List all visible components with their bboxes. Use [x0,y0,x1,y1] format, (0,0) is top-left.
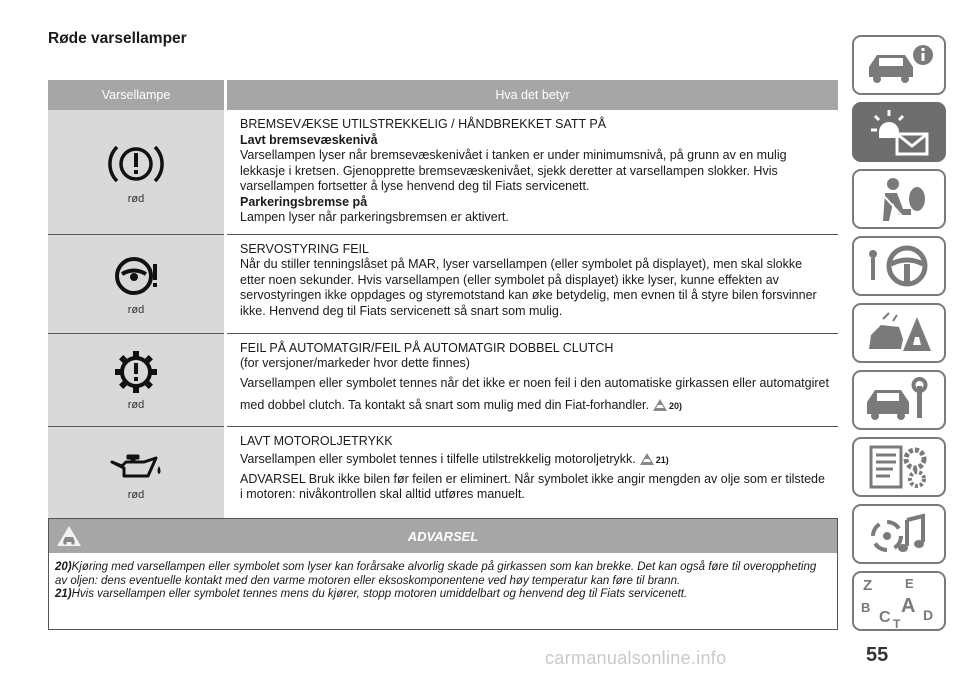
warning-header [49,519,837,553]
warning-notes [49,553,837,602]
note-ref: 21) [55,588,72,600]
table-row [48,110,838,234]
note-ref: 20) [55,561,72,573]
row-text: Varsellampen eller symbolet tennes når det ikke er noen feil i den automatiske girkassen eller automatgiret med dobbel clutch. Ta kontakt så snart som mulig med din Fiat-forhandler. [240,375,829,412]
car-service-icon [863,376,935,424]
steering-wheel-icon [863,242,935,290]
header-meaning: Hva det betyr [226,80,839,110]
alphabet-index-icon [857,574,941,628]
chapter-tabs [852,35,946,638]
lamp-color-label: rød [127,488,145,501]
tab-driving[interactable] [852,236,946,296]
row-subheading: Lavt bremsevæskenivå [240,132,378,147]
tab-emergency[interactable] [852,303,946,363]
note-text: Hvis varsellampen eller symbolet tennes mens du kjører, stopp motoren umiddelbart og henvend deg til Fiats servicenett. [71,588,688,600]
watermark: carmanualsonline.info [545,648,727,668]
page-number: 55 [866,644,889,666]
warning-lights-icon [863,108,935,156]
warning-note [55,561,831,588]
accident-icon [863,309,935,357]
row-heading: FEIL PÅ AUTOMATGIR/FEIL PÅ AUTOMATGIR DOBBEL CLUTCH [240,340,614,355]
row-text: Varsellampen lyser når bremsevæskenivået i tanken er under minimumsnivå, på grunn av en mulig lekkasje i kretsen. Gjenopprette bremsevæskenivået, sjekk deretter at varsellampen slokker. Hvis varsellampen fortsetter å lyse henvend deg til Fiats servicenett. [240,148,787,193]
lamp-color-label: rød [127,193,145,205]
tab-safety[interactable] [852,169,946,229]
lamp-color-label: rød [127,398,145,411]
index-letter: A [901,595,916,617]
warning-box [48,518,838,630]
note-text: Kjøring med varsellampen eller symbolet som lyser kan forårsake alvorlig skade på girkassen som kan brekke. Det kan også føre til overoppheting av oljen: dens eventuelle kontakt med den varme motoren eller eksoskomponentene ved høy temperatur kan føre til brann. [55,561,817,587]
warning-title: ADVARSEL [407,529,479,544]
tab-multimedia[interactable] [852,504,946,564]
row-text: Lampen lyser når parkeringsbremsen er aktivert. [240,210,509,224]
tab-car-info[interactable] [852,35,946,95]
row-text: Varsellampen eller symbolet tennes i tilfelle utilstrekkelig motoroljetrykk. [240,452,636,466]
row-text: Når du stiller tenningslåset på MAR, lyser varsellampen (eller symbolet på displayet), men skal slokke etter noen sekunder. Hvis varsellampen (eller symbolet på displayet) ikke lyser, kunne effekten av servostyringen ikke oppdages og styremotstand kan øke betydelig, men evnen til å styre bilen forsvinner ikke. Henvend deg til Fiats servicenett så snart som mulig. [240,257,817,318]
index-letter: C [879,609,891,626]
index-letter: E [905,576,914,591]
table-row [48,234,838,333]
warning-triangle-icon [640,453,654,465]
index-letter: B [861,600,871,615]
tab-warning-lights[interactable] [852,102,946,162]
multimedia-icon [863,510,935,558]
brake-warning-icon [107,138,165,190]
row-text: ADVARSEL Bruk ikke bilen før feilen er eliminert. Når symbolet ikke angir mengden av olje som er tilstede i motoren: nivåkontrollen skal alltid utføres manuelt. [240,471,825,501]
lamp-color-label: rød [127,303,145,316]
index-letter: D [923,607,934,623]
header-warning-lamp: Varsellampe [48,80,226,110]
warning-lights-table [48,80,838,528]
note-reference-link[interactable]: 21) [655,455,669,465]
checklist-gear-icon [863,443,935,491]
table-row [48,426,838,527]
index-letter: Z [863,577,873,594]
power-steering-warning-icon [109,251,163,301]
airbag-person-icon [863,175,935,223]
oil-pressure-icon [108,452,164,486]
row-heading: BREMSEVÆKSE UTILSTREKKELIG / HÅNDBREKKET SATT PÅ [240,117,607,131]
car-info-icon [863,43,935,87]
tab-technical-data[interactable] [852,437,946,497]
note-reference-link[interactable]: 20) [669,400,683,411]
row-subheading: Parkeringsbremse på [240,194,368,209]
tab-maintenance[interactable] [852,370,946,430]
row-heading: SERVOSTYRING FEIL [240,241,369,256]
table-row [48,333,838,426]
tab-index[interactable] [852,571,946,631]
row-subtext: (for versjoner/markeder hvor dette finnes) [240,356,470,370]
warning-note [55,588,831,602]
row-heading: LAVT MOTOROLJETRYKK [240,433,393,448]
transmission-fault-icon [112,348,160,396]
index-letter: T [893,617,901,628]
page-title: Røde varsellamper [48,30,187,47]
warning-triangle-icon [653,399,667,411]
